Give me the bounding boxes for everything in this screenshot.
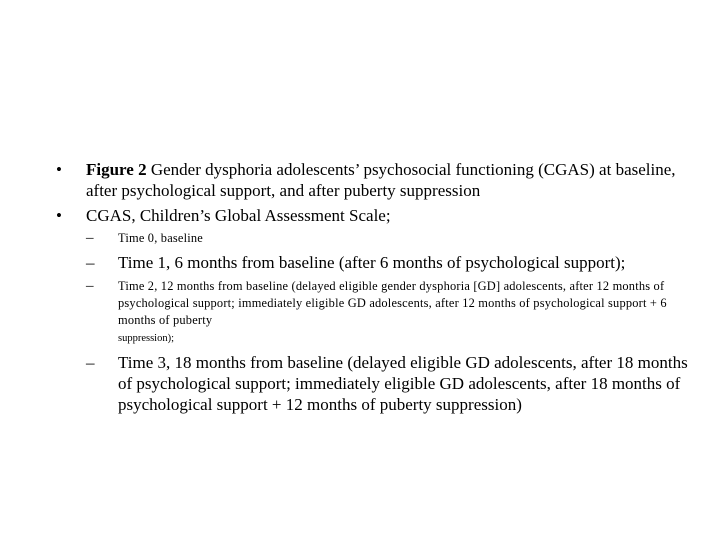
figure-caption-text: Gender dysphoria adolescents’ psychosocial functioning (CGAS) at baseline, after psychological support, and after puberty suppression [86,160,676,200]
sub-bullet-time-1 [86,252,696,273]
dash-marker: – [86,278,94,294]
time-3-text: Time 3, 18 months from baseline (delayed eligible GD adolescents, after 18 months of psychological support; immediately eligible GD adolescents, after 18 months of psychological support + 12 months of puberty suppression) [118,353,688,414]
bullet-marker: • [56,206,62,225]
time-2-text: Time 2, 12 months from baseline (delayed eligible gender dysphoria [GD] adolescents, after 12 months of psychological support; immediately eligible GD adolescents, after 12 months of psychological support + 6 months of puberty [118,279,667,327]
bullet-figure-caption [56,159,696,201]
bullet-marker: • [56,160,62,179]
figure-label: Figure 2 [86,160,147,179]
dash-marker: – [86,230,94,246]
dash-marker: – [86,353,95,372]
time-2-text-continued: suppression); [118,333,174,344]
slide-content [56,159,696,420]
time-0-text: Time 0, baseline [118,231,203,245]
sub-bullet-time-2 [86,278,696,347]
time-points-list [86,230,696,415]
bullet-cgas-definition [56,205,696,226]
sub-bullet-time-0 [86,230,696,247]
cgas-definition-text: CGAS, Children’s Global Assessment Scale; [86,206,391,225]
time-1-text: Time 1, 6 months from baseline (after 6 months of psychological support); [118,253,626,272]
dash-marker: – [86,253,95,272]
sub-bullet-time-3 [86,352,696,415]
